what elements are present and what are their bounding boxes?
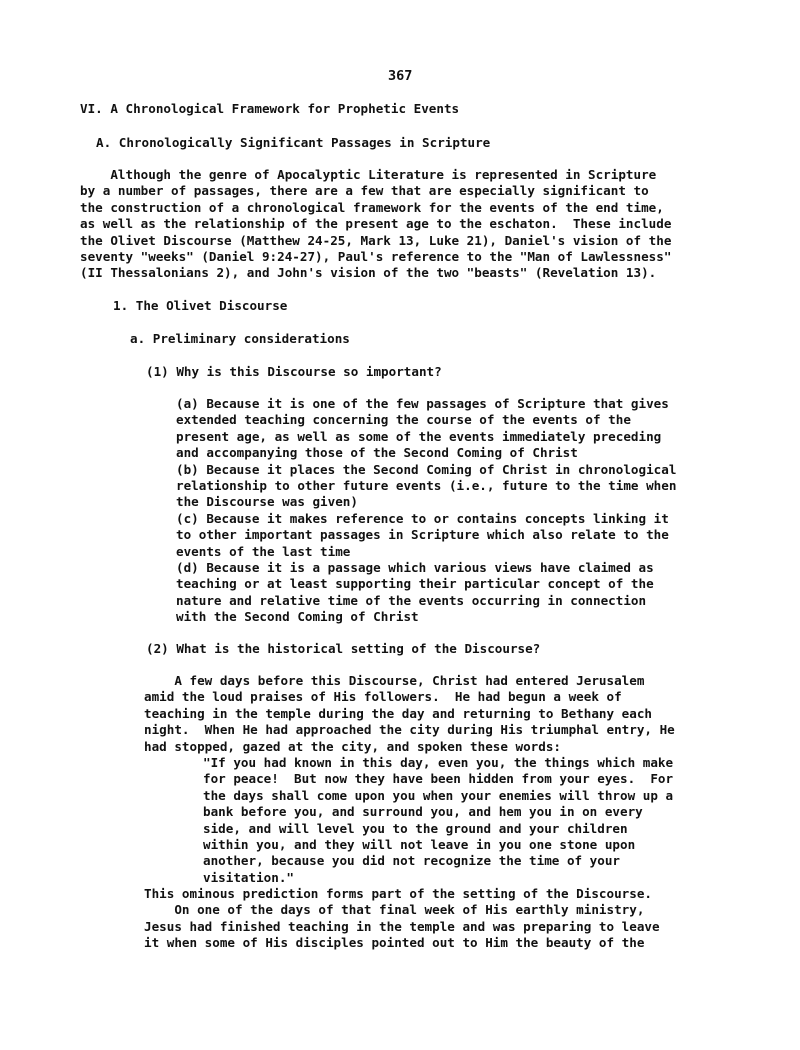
text-line: (a) Because it is one of the few passages of Scripture that gives [176,396,669,411]
text-line: by a number of passages, there are a few that are especially significant to [80,183,649,199]
text-line: seventy "weeks" (Daniel 9:24-27), Paul's reference to the "Man of Lawlessness" [80,248,672,264]
quote-line: for peace! But now they have been hidden from your eyes. For [203,771,674,787]
quote-line: visitation." [203,869,294,885]
text-line: as well as the relationship of the present age to the eschaton. These include [80,216,672,232]
text-line: to other important passages in Scripture which also relate to the [176,527,669,543]
text-line: On one of the days of that final week of His earthly ministry, [144,902,645,918]
intro-paragraph [80,167,671,282]
text-line: nature and relative time of the events occurring in connection [176,592,647,608]
text-line: and accompanying those of the Second Coming of Christ [176,445,578,461]
text-line: (II Thessalonians 2), and John's vision of the two "beasts" (Revelation 13). [80,265,657,281]
question-importance: (1) Why is this Discourse so important? [146,364,442,379]
text-line: the Olivet Discourse (Matthew 24-25, Mark 13, Luke 21), Daniel's vision of the [80,232,672,248]
setting-paragraph [144,673,675,755]
quote-line: bank before you, and surround you, and hem you in on every [203,804,643,820]
quote-line: side, and will level you to the ground and your children [203,820,628,836]
text-line: relationship to other future events (i.e., future to the time when [176,477,677,493]
text-line: (c) Because it makes reference to or contains concepts linking it [176,510,669,526]
question-historical-setting: (2) What is the historical setting of the Discourse? [146,641,541,656]
text-line: it when some of His disciples pointed out to Him the beauty of the [144,935,645,951]
text-line: the Discourse was given) [176,494,358,510]
text-line: the construction of a chronological framework for the events of the end time, [80,199,664,215]
section-heading: VI. A Chronological Framework for Prophetic Events [80,101,460,116]
closing-paragraph [144,886,660,952]
text-line: with the Second Coming of Christ [176,609,419,625]
text-line: events of the last time [176,543,351,559]
block-quote [203,755,673,886]
text-line: extended teaching concerning the course of the events of the [176,412,631,428]
text-line: (b) Because it places the Second Coming of Christ in chronological [176,461,677,477]
text-line: night. When He had approached the city during His triumphal entry, He [144,722,675,738]
text-line: teaching or at least supporting their particular concept of the [176,576,654,592]
text-line: teaching in the temple during the day and returning to Bethany each [144,705,652,721]
quote-line: the days shall come upon you when your enemies will throw up a [203,787,674,803]
text-line: present age, as well as some of the events immediately preceding [176,428,662,444]
subsection-heading: A. Chronologically Significant Passages in Scripture [96,135,491,150]
text-line: Although the genre of Apocalyptic Literature is represented in Scripture [80,167,657,182]
heading-olivet-discourse: 1. The Olivet Discourse [113,298,288,313]
quote-line: "If you had known in this day, even you, the things which make [203,755,674,770]
text-line: Jesus had finished teaching in the temple and was preparing to leave [144,918,660,934]
text-line: (d) Because it is a passage which various views have claimed as [176,559,654,575]
text-line: amid the loud praises of His followers. He had begun a week of [144,689,622,705]
heading-preliminary-considerations: a. Preliminary considerations [130,331,350,346]
page-number: 367 [388,68,413,84]
quote-line: within you, and they will not leave in you one stone upon [203,836,636,852]
text-line: This ominous prediction forms part of the setting of the Discourse. [144,886,652,901]
quote-line: another, because you did not recognize the time of your [203,853,621,869]
importance-answers [176,396,676,625]
text-line: had stopped, gazed at the city, and spoken these words: [144,738,562,754]
text-line: A few days before this Discourse, Christ had entered Jerusalem [144,673,645,688]
